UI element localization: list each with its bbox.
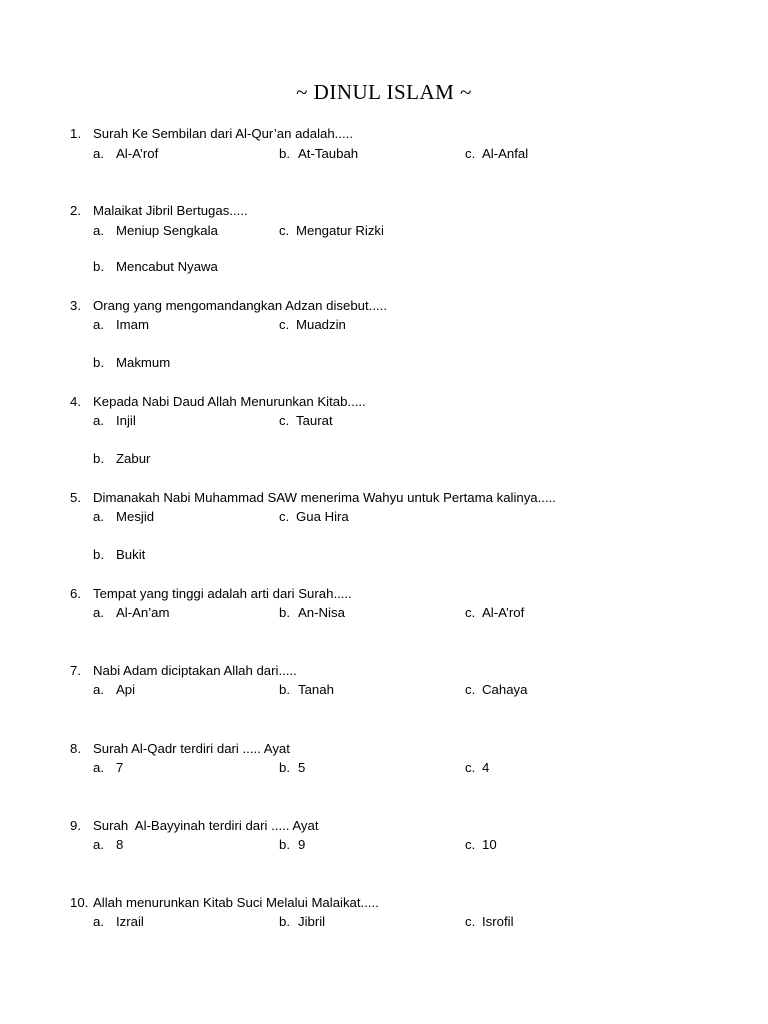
option-letter: b. — [93, 355, 104, 370]
option-text: Cahaya — [482, 682, 528, 697]
option-text: 10 — [482, 837, 497, 852]
option-text: 7 — [116, 760, 124, 775]
option-b — [279, 144, 358, 163]
option-text: An-Nisa — [298, 605, 345, 620]
option-letter: b. — [279, 682, 290, 697]
option-text: Gua Hira — [296, 509, 349, 524]
option-text: Mengatur Rizki — [296, 223, 384, 238]
option-text: Al-Anfal — [482, 146, 529, 161]
option-b — [93, 449, 150, 468]
question-line — [70, 124, 353, 143]
option-letter: b. — [93, 451, 104, 466]
option-b — [93, 545, 145, 564]
question-line — [70, 893, 379, 912]
option-text: Al-A’rof — [116, 146, 159, 161]
question-line — [70, 392, 366, 411]
option-letter: b. — [93, 547, 104, 562]
question-number: 4. — [70, 394, 81, 409]
option-c — [279, 507, 349, 526]
option-letter: c. — [279, 317, 290, 332]
option-b — [93, 353, 170, 372]
option-b — [279, 603, 345, 622]
option-letter: a. — [93, 223, 104, 238]
option-b — [279, 758, 305, 777]
option-c — [465, 603, 524, 622]
option-a — [93, 507, 154, 526]
option-a — [93, 144, 158, 163]
option-a — [93, 603, 170, 622]
option-letter: a. — [93, 146, 104, 161]
option-c — [465, 912, 514, 931]
option-letter: a. — [93, 413, 104, 428]
question-text: Tempat yang tinggi adalah arti dari Surah..... — [93, 586, 352, 601]
option-text: Izrail — [116, 914, 144, 929]
question-number: 5. — [70, 490, 81, 505]
question-line — [70, 296, 387, 315]
option-c — [279, 221, 384, 240]
option-text: Muadzin — [296, 317, 346, 332]
option-letter: c. — [279, 509, 290, 524]
option-letter: a. — [93, 914, 104, 929]
question-number: 1. — [70, 126, 81, 141]
option-c — [279, 411, 333, 430]
question-text: Allah menurunkan Kitab Suci Melalui Malaikat..... — [93, 895, 379, 910]
option-letter: a. — [93, 760, 104, 775]
option-text: Api — [116, 682, 136, 697]
question-line — [70, 661, 297, 680]
question-text: Malaikat Jibril Bertugas..... — [93, 203, 248, 218]
option-text: Mencabut Nyawa — [116, 259, 218, 274]
option-letter: a. — [93, 682, 104, 697]
option-text: Isrofil — [482, 914, 514, 929]
question-text: Nabi Adam diciptakan Allah dari..... — [93, 663, 297, 678]
option-letter: c. — [465, 146, 476, 161]
option-text: Meniup Sengkala — [116, 223, 218, 238]
question-line — [70, 739, 290, 758]
option-text: 4 — [482, 760, 490, 775]
option-letter: b. — [279, 837, 290, 852]
question-number: 6. — [70, 586, 81, 601]
option-text: Mesjid — [116, 509, 155, 524]
option-letter: c. — [465, 605, 476, 620]
question-text: Surah Al-Bayyinah terdiri dari ..... Ayat — [93, 818, 319, 833]
option-a — [93, 758, 123, 777]
question-number: 2. — [70, 203, 81, 218]
question-text: Surah Al-Qadr terdiri dari ..... Ayat — [93, 741, 290, 756]
question-text: Orang yang mengomandangkan Adzan disebut..... — [93, 298, 387, 313]
question-text: Dimanakah Nabi Muhammad SAW menerima Wahyu untuk Pertama kalinya..... — [93, 490, 556, 505]
option-text: Zabur — [116, 451, 151, 466]
option-letter: c. — [279, 223, 290, 238]
option-a — [93, 680, 135, 699]
question-number: 3. — [70, 298, 81, 313]
option-letter: c. — [465, 837, 476, 852]
option-letter: a. — [93, 605, 104, 620]
option-a — [93, 411, 136, 430]
option-c — [279, 315, 346, 334]
option-letter: a. — [93, 317, 104, 332]
option-text: Bukit — [116, 547, 146, 562]
option-letter: b. — [93, 259, 104, 274]
option-text: 5 — [298, 760, 306, 775]
option-letter: b. — [279, 760, 290, 775]
question-number: 10. — [70, 895, 89, 910]
option-letter: a. — [93, 509, 104, 524]
option-letter: b. — [279, 605, 290, 620]
option-c — [465, 758, 489, 777]
option-letter: b. — [279, 914, 290, 929]
option-b — [93, 257, 218, 276]
option-letter: c. — [465, 760, 476, 775]
option-text: Makmum — [116, 355, 171, 370]
option-letter: c. — [279, 413, 290, 428]
option-b — [279, 835, 305, 854]
question-line — [70, 816, 319, 835]
option-c — [465, 144, 528, 163]
option-letter: a. — [93, 837, 104, 852]
option-letter: c. — [465, 682, 476, 697]
question-number: 9. — [70, 818, 81, 833]
option-c — [465, 680, 527, 699]
option-a — [93, 315, 149, 334]
option-b — [279, 680, 334, 699]
option-c — [465, 835, 497, 854]
option-text: Taurat — [296, 413, 333, 428]
option-text: Jibril — [298, 914, 326, 929]
option-text: Tanah — [298, 682, 334, 697]
option-text: At-Taubah — [298, 146, 359, 161]
question-line — [70, 201, 248, 220]
option-b — [279, 912, 325, 931]
option-text: Imam — [116, 317, 149, 332]
option-text: Injil — [116, 413, 136, 428]
option-letter: c. — [465, 914, 476, 929]
option-letter: b. — [279, 146, 290, 161]
question-line — [70, 488, 556, 507]
option-text: Al-A’rof — [482, 605, 525, 620]
question-line — [70, 584, 352, 603]
option-a — [93, 835, 123, 854]
option-a — [93, 221, 218, 240]
option-text: 8 — [116, 837, 124, 852]
page-title: ~ DINUL ISLAM ~ — [296, 80, 472, 104]
option-text: Al-An’am — [116, 605, 170, 620]
question-number: 7. — [70, 663, 81, 678]
option-a — [93, 912, 144, 931]
question-number: 8. — [70, 741, 81, 756]
option-text: 9 — [298, 837, 306, 852]
question-text: Surah Ke Sembilan dari Al-Qur’an adalah..... — [93, 126, 353, 141]
question-text: Kepada Nabi Daud Allah Menurunkan Kitab..... — [93, 394, 366, 409]
